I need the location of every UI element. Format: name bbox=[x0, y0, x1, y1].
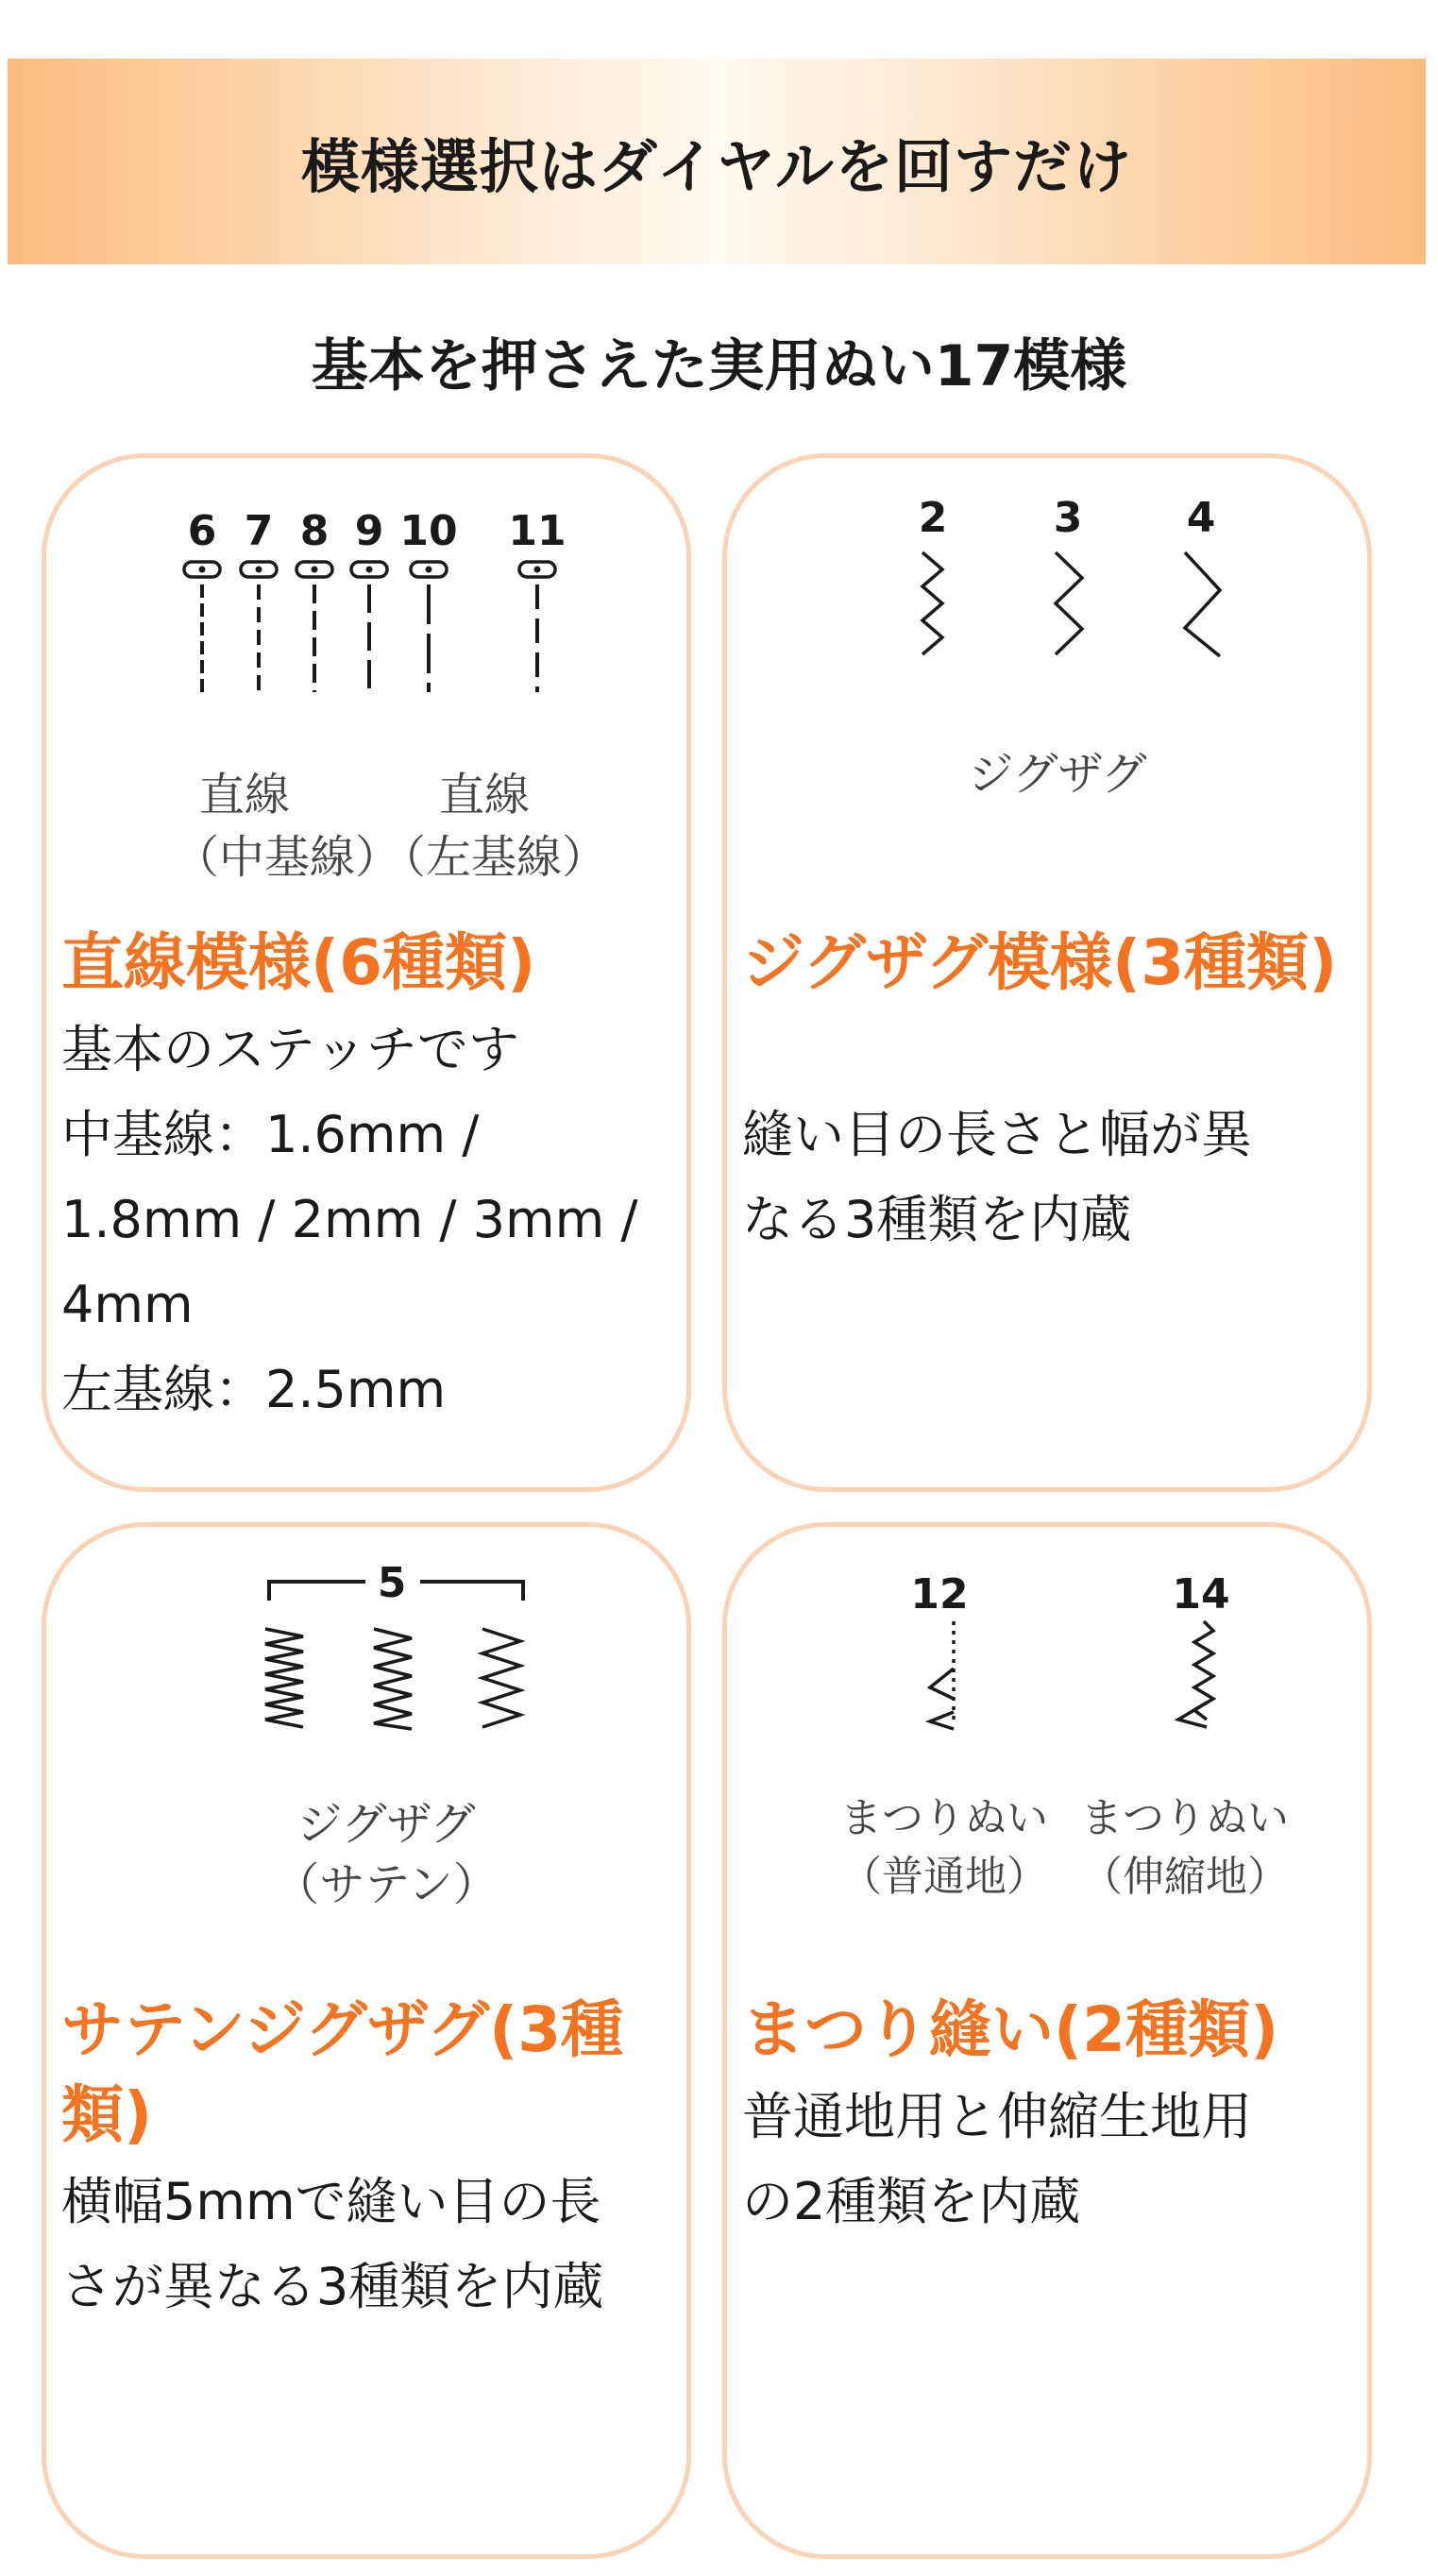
straight-stitch-illustration bbox=[46, 458, 696, 902]
pattern-number-7: 7 bbox=[244, 507, 274, 555]
pattern-number-4: 4 bbox=[1186, 494, 1216, 542]
satin-zigzag-illustration bbox=[46, 1527, 696, 1971]
caption-straight-left-sub: （左基線） bbox=[381, 831, 608, 884]
header-banner bbox=[8, 59, 1426, 264]
zigzag-lines bbox=[922, 552, 1220, 656]
pattern-number-5: 5 bbox=[377, 1559, 407, 1607]
caption-straight-center: 直線 bbox=[198, 769, 290, 822]
pattern-number-9: 9 bbox=[354, 507, 384, 555]
straight-stitch-description: 基本のステッチです 中基線：1.6mm / 1.8mm / 2mm / 3mm / 4mm 左基線：2.5mm bbox=[61, 1020, 638, 1419]
straight-stitch-card bbox=[42, 453, 691, 1492]
pattern-number-3: 3 bbox=[1053, 494, 1083, 542]
straight-stitch-title: 直線模様(6種類) bbox=[61, 926, 536, 999]
pattern-number-11: 11 bbox=[508, 507, 567, 555]
caption-blind-stretch: まつりぬい bbox=[1081, 1794, 1289, 1842]
zigzag-stitch-card bbox=[722, 453, 1372, 1492]
zigzag-stitch-diagram bbox=[727, 458, 1377, 902]
pattern-number-8: 8 bbox=[299, 507, 330, 555]
blind-hem-card bbox=[722, 1522, 1372, 2559]
satin-zigzag-card bbox=[42, 1522, 691, 2559]
blind-hem-title: まつり縫い(2種類) bbox=[742, 1993, 1279, 2066]
pattern-number-14: 14 bbox=[1172, 1570, 1230, 1618]
pattern-number-6: 6 bbox=[187, 507, 217, 555]
caption-blind-normal-sub: （普通地） bbox=[840, 1853, 1048, 1901]
caption-satin: ジグザグ bbox=[296, 1798, 476, 1851]
zigzag-stitch-illustration bbox=[727, 458, 1377, 902]
caption-zigzag: ジグザグ bbox=[968, 748, 1147, 801]
blind-hem-illustration bbox=[727, 1527, 1377, 1971]
pattern-number-12: 12 bbox=[910, 1570, 969, 1618]
page-title: 模様選択はダイヤルを回すだけ bbox=[300, 131, 1133, 201]
zigzag-stitch-description: 縫い目の長さと幅が異 なる3種類を内蔵 bbox=[742, 1105, 1252, 1249]
straight-stitch-lines bbox=[202, 585, 537, 692]
zigzag-stitch-title: ジグザグ模様(3種類) bbox=[742, 926, 1338, 999]
blind-hem-lines bbox=[930, 1621, 1213, 1729]
caption-straight-center-sub: （中基線） bbox=[174, 831, 401, 884]
caption-satin-sub: （サテン） bbox=[274, 1858, 499, 1911]
pattern-number-10: 10 bbox=[399, 507, 458, 555]
satin-zigzag-title: サテンジグザグ(3種類) bbox=[61, 1993, 624, 2151]
section-subtitle: 基本を押さえた実用ぬい17模様 bbox=[311, 333, 1127, 399]
dial-marker-dots bbox=[199, 567, 541, 573]
satin-zigzag-lines bbox=[265, 1629, 520, 1729]
pattern-number-2: 2 bbox=[918, 494, 948, 542]
caption-straight-left: 直線 bbox=[438, 769, 530, 822]
caption-blind-stretch-sub: （伸縮地） bbox=[1081, 1853, 1289, 1901]
blind-hem-description: 普通地用と伸縮生地用 の2種類を内蔵 bbox=[742, 2087, 1252, 2231]
satin-zigzag-description: 横幅5mmで縫い目の長 さが異なる3種類を内蔵 bbox=[61, 2172, 604, 2316]
caption-blind-normal: まつりぬい bbox=[840, 1794, 1048, 1842]
